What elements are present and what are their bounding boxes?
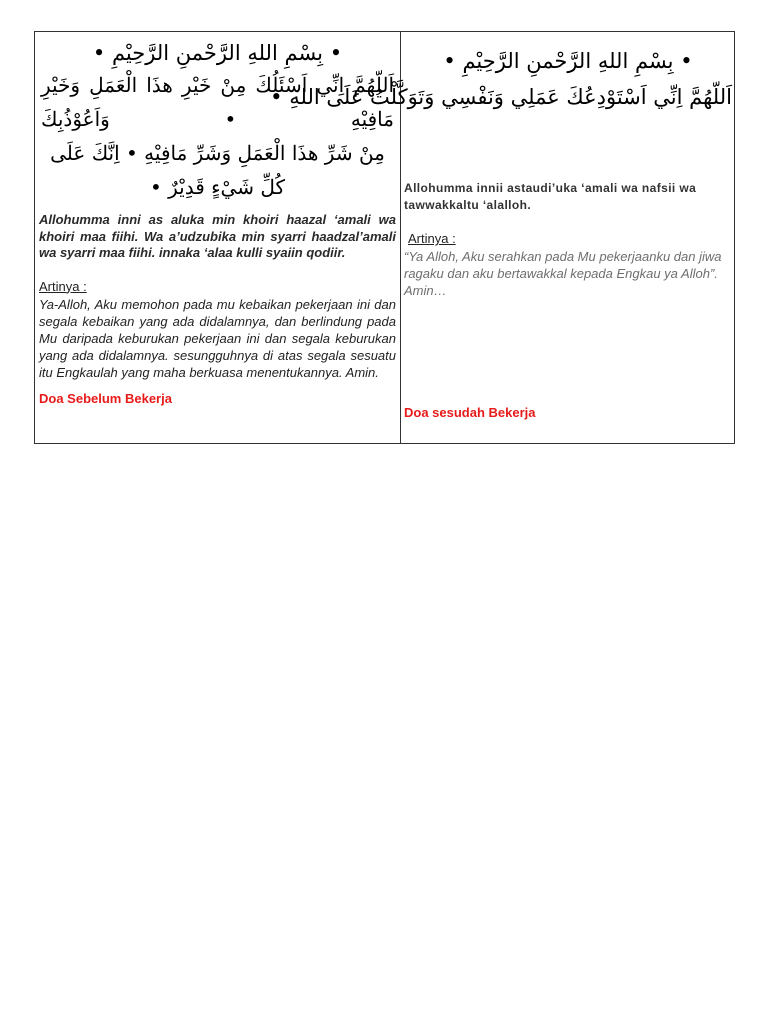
arabic-line-1: اَللّهُمَّ اِنِّي اَسْئَلُكَ مِنْ خَيْرِ هذَا الْعَمَلِ وَخَيْرِ مَافِيْهِ • وَاَعُوْذُبِكَ — [41, 73, 394, 131]
basmala-text: • بِسْمِ اللهِ الرَّحْمنِ الرَّحِيْمِ • — [92, 41, 343, 65]
artinya-label-after-work: Artinya : — [408, 231, 456, 246]
arabic-text-after-work — [270, 38, 732, 116]
transliteration-after-work: Allohumma innii astaudi’uka ‘amali wa nafsii wa tawwakkaltu ‘alalloh. — [404, 181, 697, 212]
basmala-text: • بِسْمِ اللهِ الرَّحْمنِ الرَّحِيْمِ • — [443, 49, 693, 73]
transliteration-before-work: Allohumma inni as aluka min khoiri haazal ‘amali wa khoiri maa fiihi. Wa a’udzubika min syarri haadzal’amali wa syarri maa fiihi. innaka ‘alaa kulli syaiin qodiir. — [39, 212, 396, 260]
arabic-line-1: اَللّهُمَّ اِنِّي اَسْتَوْدِعُكَ عَمَلِي وَنَفْسِي وَتَوَكَّلْتُ عَلَى اللهِ • — [270, 85, 732, 109]
meaning-before-work: Ya-Alloh, Aku memohon pada mu kebaikan pekerjaan ini dan segala kebaikan yang ada didalamnya, dan berlindung pada Mu daripada keburukan pekerjaan ini dan segala keburukan yang ada didalamnya. sesungguhnya di atas segala sesuatu itu Engkaulah yang maha berkuasa menentukannya. Amin. — [39, 296, 396, 380]
title-after-work: Doa sesudah Bekerja — [404, 405, 536, 420]
prayer-table — [34, 31, 735, 444]
artinya-label-before-work: Artinya : — [39, 278, 87, 294]
arabic-text-before-work — [39, 38, 396, 204]
arabic-line-2: مِنْ شَرِّ هذَا الْعَمَلِ وَشَرِّ مَافِيْهِ • اِنَّكَ عَلَى كُلِّ شَيْءٍ قَدِيْرٌ • — [50, 141, 385, 199]
title-before-work: Doa Sebelum Bekerja — [39, 390, 172, 406]
prayer-cell-after-work — [270, 32, 734, 443]
meaning-after-work: “Ya Alloh, Aku serahkan pada Mu pekerjaanku dan jiwa ragaku dan aku bertawakkal kepada Engkau ya Alloh”. Amin… — [404, 249, 722, 298]
